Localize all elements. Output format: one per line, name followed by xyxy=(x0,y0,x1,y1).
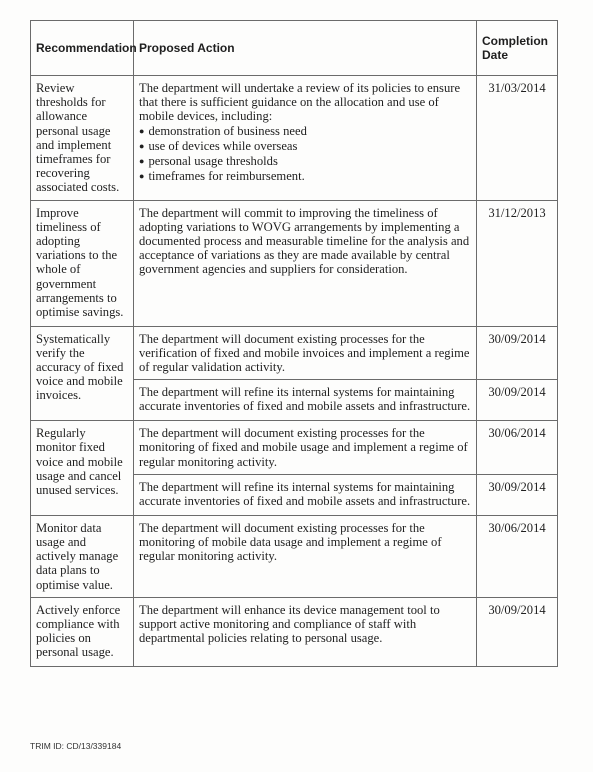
recommendation-cell: Systematically verify the accuracy of fixed voice and mobile invoices. xyxy=(31,326,134,421)
action-cell: The department will document existing processes for the monitoring of fixed and mobile usage and implement a regime of regular monitoring activity. xyxy=(134,421,477,475)
action-cell: The department will commit to improving the timeliness of adopting variations to WOVG arrangements by implementing a documented process and measurable timeline for the analysis and acceptance of variations as they are made available by central government agencies and suppliers for consideration. xyxy=(134,200,477,326)
action-cell: The department will document existing processes for the verification of fixed and mobile invoices and implement a regime of regular validation activity. xyxy=(134,326,477,380)
action-text: The department will undertake a review of its policies to ensure that there is sufficient guidance on the allocation and use of mobile devices, including: xyxy=(139,81,461,124)
table-row xyxy=(31,515,558,597)
recommendation-cell: Review thresholds for allowance personal usage and implement timeframes for recovering associated costs. xyxy=(31,76,134,201)
completion-date: 30/06/2014 xyxy=(477,421,558,475)
header-completion-date: Completion Date xyxy=(477,21,558,76)
list-item: ● personal usage thresholds xyxy=(139,154,471,169)
table-row xyxy=(31,421,558,475)
completion-date: 30/09/2014 xyxy=(477,474,558,515)
list-item: ● demonstration of business need xyxy=(139,124,471,139)
trim-id: TRIM ID: CD/13/339184 xyxy=(30,741,122,751)
header-proposed-action: Proposed Action xyxy=(134,21,477,76)
recommendations-table xyxy=(30,20,558,667)
completion-date: 30/09/2014 xyxy=(477,380,558,421)
completion-date: 30/09/2014 xyxy=(477,326,558,380)
completion-date: 31/12/2013 xyxy=(477,200,558,326)
list-item: ● use of devices while overseas xyxy=(139,139,471,154)
table-row xyxy=(31,597,558,666)
table-row xyxy=(31,76,558,201)
action-bullet-list xyxy=(139,124,471,185)
table-row xyxy=(31,326,558,380)
table-header-row xyxy=(31,21,558,76)
table-row xyxy=(31,200,558,326)
recommendation-cell: Regularly monitor fixed voice and mobile usage and cancel unused services. xyxy=(31,421,134,516)
recommendation-cell: Actively enforce compliance with policies on personal usage. xyxy=(31,597,134,666)
completion-date: 30/06/2014 xyxy=(477,515,558,597)
action-cell: The department will refine its internal systems for maintaining accurate inventories of fixed and mobile assets and infrastructure. xyxy=(134,474,477,515)
recommendation-cell: Monitor data usage and actively manage data plans to optimise value. xyxy=(31,515,134,597)
action-cell: The department will document existing processes for the monitoring of mobile data usage and implement a regime of regular monitoring activity. xyxy=(134,515,477,597)
action-cell: The department will enhance its device management tool to support active monitoring and compliance of staff with departmental policies relating to personal usage. xyxy=(134,597,477,666)
action-cell xyxy=(134,76,477,201)
completion-date: 30/09/2014 xyxy=(477,597,558,666)
action-cell: The department will refine its internal systems for maintaining accurate inventories of fixed and mobile assets and infrastructure. xyxy=(134,380,477,421)
header-recommendation: Recommendation xyxy=(31,21,134,76)
list-item: ● timeframes for reimbursement. xyxy=(139,169,471,184)
completion-date: 31/03/2014 xyxy=(477,76,558,201)
recommendation-cell: Improve timeliness of adopting variations to the whole of government arrangements to optimise savings. xyxy=(31,200,134,326)
